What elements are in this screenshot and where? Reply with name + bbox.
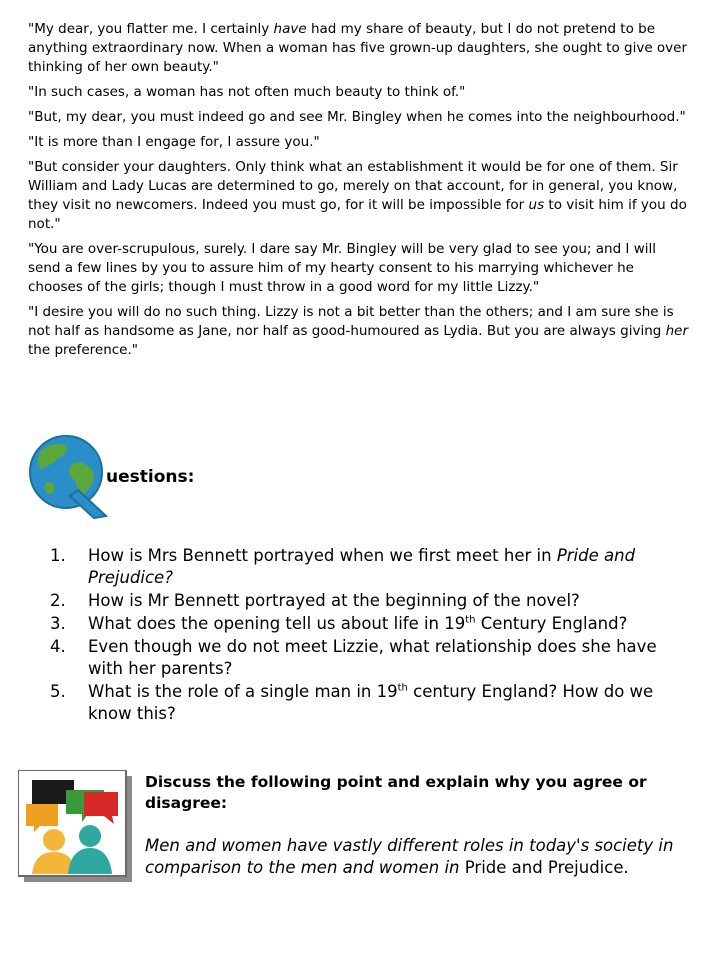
passage-paragraph-6: "You are over-scrupulous, surely. I dare say Mr. Bingley will be very glad to see you; and I will send a few lines by you to assure him of my hearty consent to his marrying whichever he chooses of the girls; though I must throw in a good word for my little Lizzy."	[28, 241, 657, 295]
passage-paragraph-7: "I desire you will do no such thing. Lizzy is not a bit better than the others; and I am sure she is not half as handsome as Jane, nor half as good-humoured as Lydia. But you are always giving her the preference."	[28, 304, 689, 358]
passage-paragraph-2: "In such cases, a woman has not often much beauty to think of."	[28, 84, 466, 100]
question-item-1: 1. How is Mrs Bennett portrayed when we first meet her in Pride and Prejudice?	[50, 546, 636, 587]
passage	[28, 20, 692, 366]
passage-paragraph-3: "But, my dear, you must indeed go and see Mr. Bingley when he comes into the neighbourhood."	[28, 109, 686, 125]
passage-paragraph-5: "But consider your daughters. Only think what an establishment it would be for one of them. Sir William and Lady Lucas are determined to go, merely on that account, for in general, you know, they visit no newcomers. Indeed you must go, for it will be impossible for us to visit him if you do not."	[28, 159, 687, 232]
discussion-box	[145, 772, 705, 879]
question-item-3: 3. What does the opening tell us about life in 19th Century England?	[50, 614, 628, 633]
questions-heading	[22, 430, 322, 520]
question-item-4: 4. Even though we do not meet Lizzie, what relationship does she have with her parents?	[50, 637, 657, 678]
questions-heading-label: uestions:	[106, 467, 195, 487]
speech-bubbles-people-icon	[18, 770, 132, 882]
discussion-title: Discuss the following point and explain why you agree or disagree:	[145, 773, 647, 812]
passage-paragraph-4: "It is more than I engage for, I assure you."	[28, 134, 320, 150]
question-item-2: 2. How is Mr Bennett portrayed at the beginning of the novel?	[50, 591, 580, 610]
passage-paragraph-1: "My dear, you flatter me. I certainly have had my share of beauty, but I do not pretend to be anything extraordinary now. When a woman has five grown-up daughters, she ought to give over thinking of her own beauty."	[28, 21, 688, 75]
question-item-5: 5. What is the role of a single man in 19th century England? How do we know this?	[50, 682, 654, 723]
questions-list	[50, 545, 690, 726]
globe-q-icon	[22, 430, 114, 520]
discussion-body: Men and women have vastly different roles in today's society in comparison to the men and women in Pride and Prejudice.	[145, 836, 674, 877]
